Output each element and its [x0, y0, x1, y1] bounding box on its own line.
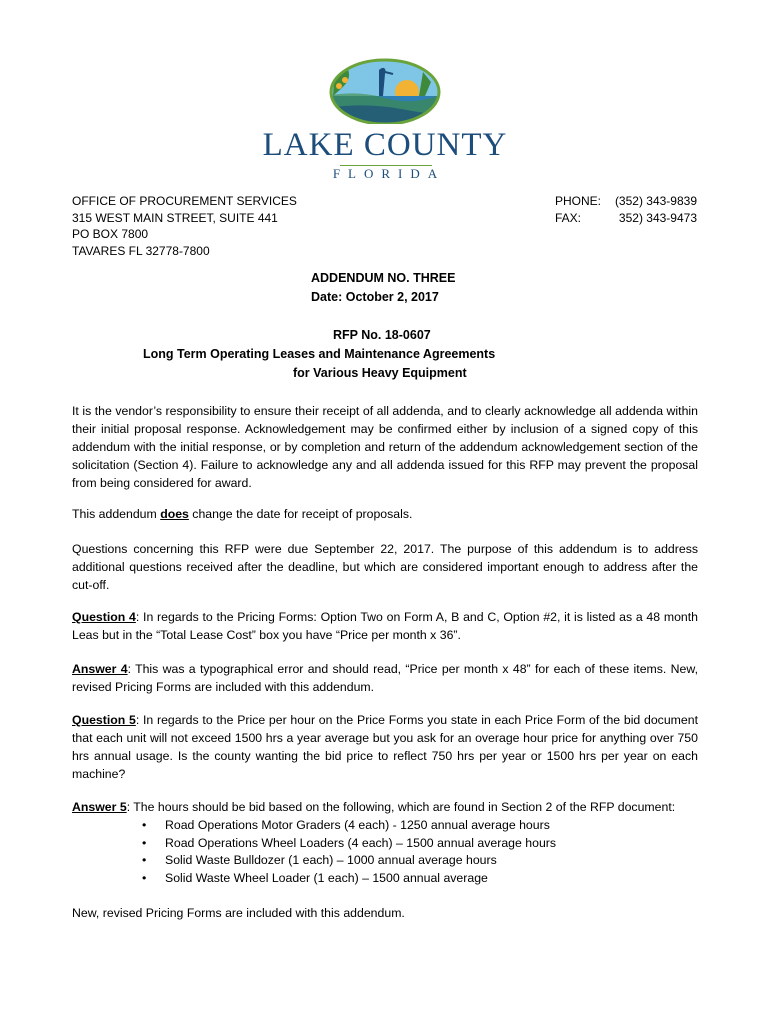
- date-change-pre: This addendum: [72, 507, 161, 521]
- list-item: [142, 851, 497, 869]
- address-line: 315 WEST MAIN STREET, SUITE 441: [72, 210, 278, 225]
- rfp-title-line2: for Various Heavy Equipment: [293, 366, 467, 380]
- bullet-icon: •: [142, 818, 147, 832]
- addendum-title: ADDENDUM NO. THREE: [311, 271, 456, 285]
- fax-number: 352) 343-9473: [618, 210, 697, 225]
- logo-title: LAKE COUNTY: [262, 127, 508, 163]
- address-line: PO BOX 7800: [72, 227, 149, 241]
- bullet-icon: •: [142, 836, 147, 850]
- list-item-text: Road Operations Wheel Loaders (4 each) – 1500 annual average hours: [165, 836, 557, 850]
- answer-5-text: : The hours should be bid based on the following, which are found in Section 2 of the RFP document:: [126, 800, 676, 814]
- office-address: [72, 193, 297, 259]
- answer-4-text: : This was a typographical error and should read, “Price per month x 48” for each of these items. New, revised Pricing Forms are included with this addendum.: [72, 662, 698, 694]
- list-item: [142, 834, 556, 852]
- phone-number: (352) 343-9839: [614, 194, 697, 208]
- list-item-text: Road Operations Motor Graders (4 each) - 1250 annual average hours: [165, 818, 550, 832]
- date-change-emphasis: does: [160, 507, 189, 521]
- question-5-text: : In regards to the Price per hour on the Price Forms you state in each Price Form of the bid document that each unit will not exceed 1500 hrs a year average but you ask for an overage hour price for anything over 750 hrs annual usage. Is the county wanting the bid price to reflect 750 hrs per year or 1500 hrs per year on each machine?: [72, 713, 698, 781]
- list-item: [142, 816, 550, 834]
- answer-5: [72, 798, 698, 816]
- logo-subtitle: FLORIDA: [332, 166, 446, 181]
- questions-note-paragraph: Questions concerning this RFP were due September 22, 2017. The purpose of this addendum is to address additional questions received after the deadline, but which are considered important enough to address after the cut-off.: [72, 542, 698, 592]
- answer-5-label: Answer 5: [72, 800, 127, 814]
- intro-paragraph: It is the vendor’s responsibility to ensure their receipt of all addenda, and to clearly acknowledge all addenda within their initial proposal response. Acknowledgement may be confirmed either by inclusion of a signed copy of this addendum with the initial response, or by completion and return of the addendum acknowledgement section of the solicitation (Section 4). Failure to acknowledge any and all addenda issued for this RFP may prevent the proposal from being considered for award.: [72, 404, 698, 490]
- address-line: TAVARES FL 32778-7800: [72, 243, 210, 258]
- question-5-label: Question 5: [72, 713, 136, 727]
- fax-label: FAX:: [555, 210, 582, 225]
- date-change-paragraph: [72, 505, 698, 523]
- bullet-icon: •: [142, 853, 147, 867]
- lake-county-seal-icon: [327, 52, 443, 124]
- rfp-number: RFP No. 18-0607: [333, 328, 431, 342]
- list-item-text: Solid Waste Bulldozer (1 each) – 1000 annual average hours: [165, 853, 497, 867]
- address-line: OFFICE OF PROCUREMENT SERVICES: [72, 194, 297, 208]
- answer-4: [72, 660, 698, 696]
- closing-paragraph: New, revised Pricing Forms are included with this addendum.: [72, 906, 405, 920]
- question-4: [72, 608, 698, 644]
- addendum-date: Date: October 2, 2017: [311, 290, 439, 304]
- date-change-post: change the date for receipt of proposals.: [188, 507, 413, 521]
- answer-4-label: Answer 4: [72, 662, 128, 676]
- question-4-label: Question 4: [72, 610, 136, 624]
- question-5: [72, 711, 698, 783]
- phone-label: PHONE:: [555, 194, 602, 208]
- list-item-text: Solid Waste Wheel Loader (1 each) – 1500 annual average: [165, 871, 488, 885]
- contact-numbers: [555, 193, 697, 226]
- bullet-icon: •: [142, 871, 147, 885]
- lake-county-logo: [255, 52, 515, 182]
- list-item: [142, 869, 488, 887]
- question-4-text: : In regards to the Pricing Forms: Option Two on Form A, B and C, Option #2, it is listed as a 48 month Leas but in the “Total Lease Cost” box you have “Price per month x 36”.: [72, 610, 699, 642]
- rfp-title-line1: Long Term Operating Leases and Maintenance Agreements: [143, 347, 496, 361]
